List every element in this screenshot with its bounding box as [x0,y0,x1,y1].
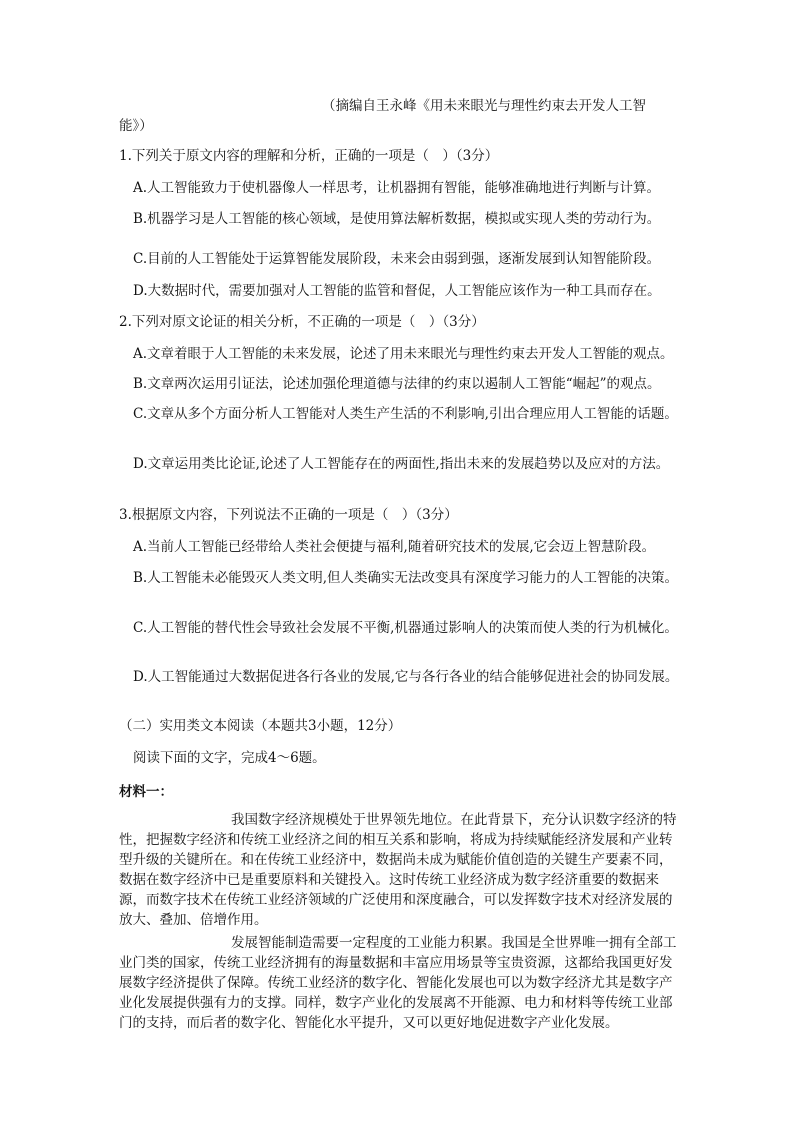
question-3-option-b: B.人工智能未必能毁灭人类文明,但人类确实无法改变具有深度学习能力的人工智能的决策。 [133,570,679,586]
question-2-option-d: D.文章运用类比论证,论述了人工智能存在的两面性,指出未来的发展趋势以及应对的方法。 [133,456,670,472]
section-heading: （二）实用类文本阅读（本题共3小题，12分） [119,718,402,734]
material-label: 材料一： [119,784,173,800]
source-line-2: 能》） [119,118,153,134]
question-2-stem: 2.下列对原文论证的相关分析，不正确的一项是（ ）（3分） [119,314,485,330]
section-instruction: 阅读下面的文字，完成4～6题。 [133,750,326,766]
question-1-option-d: D.大数据时代，需要加强对人工智能的监管和督促，人工智能应该作为一种工具而存在。 [133,283,661,299]
question-3-option-d: D.人工智能通过大数据促进各行各业的发展,它与各行各业的结合能够促进社会的协同发展。 [133,669,679,685]
question-1-option-a: A.人工智能致力于使机器像人一样思考，让机器拥有智能，能够准确地进行判断与计算。 [133,180,661,196]
question-1-option-c: C.目前的人工智能处于运算智能发展阶段，未来会由弱到强，逐渐发展到认知智能阶段。 [133,251,661,267]
question-2-option-c: C.文章从多个方面分析人工智能对人类生产生活的不利影响,引出合理应用人工智能的话题。 [133,406,678,422]
question-1-stem: 1.下列关于原文内容的理解和分析，正确的一项是（ ）（3分） [119,148,499,164]
question-1-option-b: B.机器学习是人工智能的核心领域，是使用算法解析数据，模拟或实现人类的劳动行为。 [133,211,661,227]
question-2-option-b: B.文章两次运用引证法，论述加强伦理道德与法律的约束以遏制人工智能“崛起”的观点。 [133,376,661,392]
material-paragraph-1: 我国数字经济规模处于世界领先地位。在此背景下，充分认识数字经济的特性，把握数字经济和传统工业经济之间的相互关系和影响，将成为持续赋能经济发展和产业转型升级的关键所在。和在传统工业经济中，数据尚未成为赋能价值创造的关键生产要素不同，数据在数字经济中已是重要原料和关键投入。这时传统工业经济成为数字经济重要的数据来源，而数字技术在传统工业经济领域的广泛使用和深度融合，可以发挥数字技术对经济发展的放大、叠加、倍增作用。 [119,812,677,928]
question-2-option-a: A.文章着眼于人工智能的未来发展，论述了用未来眼光与理性约束去开发人工智能的观点。 [133,346,674,362]
material-paragraph-2: 发展智能制造需要一定程度的工业能力积累。我国是全世界唯一拥有全部工业门类的国家，传统工业经济拥有的海量数据和丰富应用场景等宝贵资源，这都给我国更好发展数字经济提供了保障。传统工业经济的数字化、智能化发展也可以为数字经济尤其是数字产业化发展提供强有力的支撑。同样，数字产业化的发展离不开能源、电力和材料等传统工业部门的支持，而后者的数字化、智能化水平提升，又可以更好地促进数字产业化发展。 [119,935,677,1031]
question-3-option-a: A.当前人工智能已经带给人类社会便捷与福利,随着研究技术的发展,它会迈上智慧阶段。 [133,539,656,555]
question-3-stem: 3.根据原文内容，下列说法不正确的一项是（ ）（3分） [119,507,458,523]
source-line-1: （摘编自王永峰《用未来眼光与理性约束去开发人工智 [322,98,646,114]
question-3-option-c: C.人工智能的替代性会导致社会发展不平衡,机器通过影响人的决策而使人类的行为机械化。 [133,620,678,636]
